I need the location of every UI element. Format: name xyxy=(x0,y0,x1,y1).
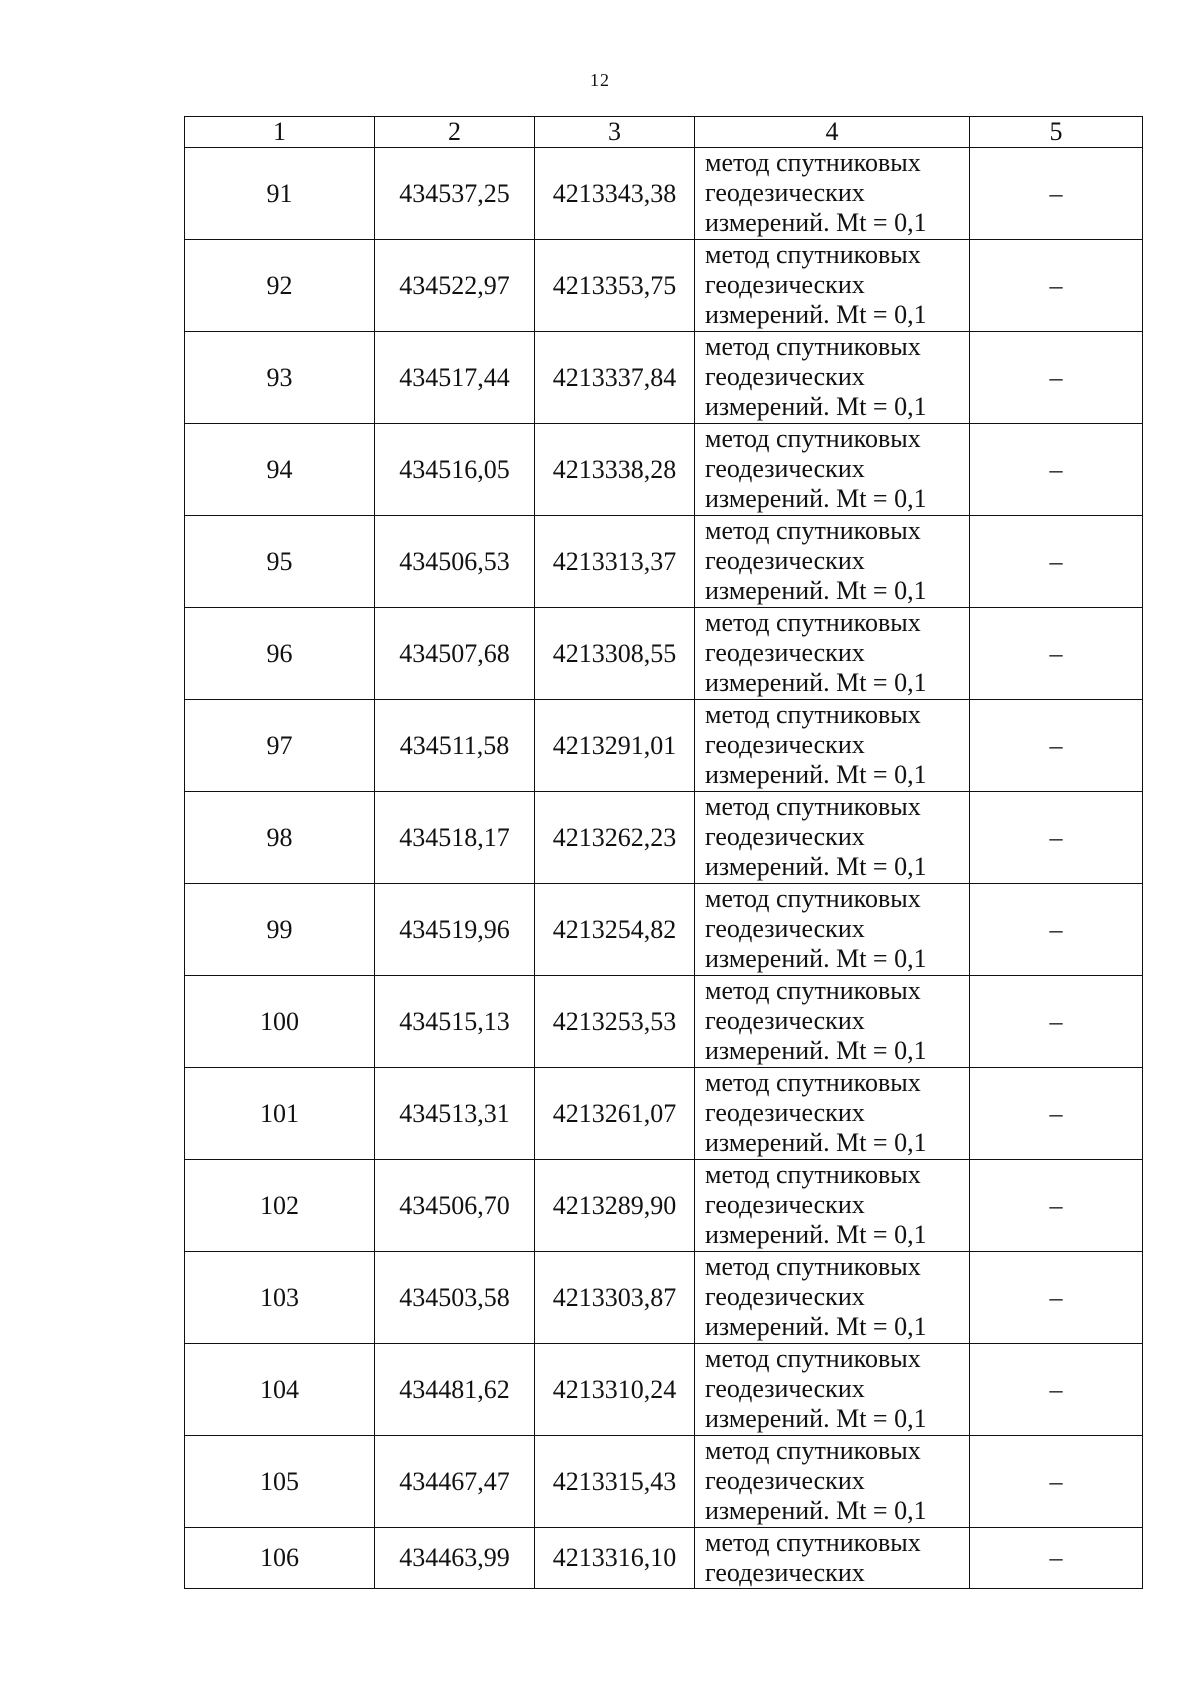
method-description-line: геодезических xyxy=(705,178,865,207)
y-coordinate-cell: 4213310,24 xyxy=(535,1344,695,1436)
method-description-line: измерений. Mt = 0,1 xyxy=(705,760,927,789)
method-description-line: метод спутниковых xyxy=(705,148,921,177)
table-row xyxy=(185,608,1143,700)
method-description-line: геодезических xyxy=(705,730,865,759)
method-description-cell xyxy=(695,240,970,332)
header-row xyxy=(185,117,1143,148)
note-cell: – xyxy=(970,1252,1143,1344)
method-description-line: геодезических xyxy=(705,914,865,943)
table-row xyxy=(185,700,1143,792)
method-description-line: геодезических xyxy=(705,638,865,667)
method-description-line: измерений. Mt = 0,1 xyxy=(705,300,927,329)
x-coordinate-cell: 434517,44 xyxy=(375,332,535,424)
column-header-2: 2 xyxy=(375,117,535,148)
method-description-line: измерений. Mt = 0,1 xyxy=(705,208,927,237)
note-cell: – xyxy=(970,424,1143,516)
y-coordinate-cell: 4213262,23 xyxy=(535,792,695,884)
x-coordinate-cell: 434506,53 xyxy=(375,516,535,608)
method-description-line: метод спутниковых xyxy=(705,1436,921,1465)
table-row xyxy=(185,1436,1143,1528)
y-coordinate-cell: 4213308,55 xyxy=(535,608,695,700)
column-header-4: 4 xyxy=(695,117,970,148)
table-row xyxy=(185,424,1143,516)
point-number-cell: 94 xyxy=(185,424,375,516)
y-coordinate-cell: 4213254,82 xyxy=(535,884,695,976)
point-number-cell: 99 xyxy=(185,884,375,976)
method-description-line: геодезических xyxy=(705,1098,865,1127)
table-row xyxy=(185,516,1143,608)
column-header-3: 3 xyxy=(535,117,695,148)
method-description-line: измерений. Mt = 0,1 xyxy=(705,484,927,513)
method-description-cell xyxy=(695,608,970,700)
method-description-line: метод спутниковых xyxy=(705,976,921,1005)
table-row xyxy=(185,148,1143,240)
note-cell: – xyxy=(970,700,1143,792)
method-description-line: измерений. Mt = 0,1 xyxy=(705,852,927,881)
y-coordinate-cell: 4213315,43 xyxy=(535,1436,695,1528)
note-cell: – xyxy=(970,1528,1143,1589)
point-number-cell: 102 xyxy=(185,1160,375,1252)
method-description-line: измерений. Mt = 0,1 xyxy=(705,944,927,973)
x-coordinate-cell: 434515,13 xyxy=(375,976,535,1068)
method-description-line: геодезических xyxy=(705,1282,865,1311)
method-description-line: метод спутниковых xyxy=(705,1252,921,1281)
method-description-line: измерений. Mt = 0,1 xyxy=(705,1220,927,1249)
y-coordinate-cell: 4213353,75 xyxy=(535,240,695,332)
y-coordinate-cell: 4213313,37 xyxy=(535,516,695,608)
method-description-cell xyxy=(695,792,970,884)
method-description-line: измерений. Mt = 0,1 xyxy=(705,1312,927,1341)
method-description-line: геодезических xyxy=(705,1558,865,1587)
method-description-line: метод спутниковых xyxy=(705,608,921,637)
y-coordinate-cell: 4213316,10 xyxy=(535,1528,695,1589)
point-number-cell: 105 xyxy=(185,1436,375,1528)
y-coordinate-cell: 4213291,01 xyxy=(535,700,695,792)
method-description-line: метод спутниковых xyxy=(705,516,921,545)
method-description-line: метод спутниковых xyxy=(705,1068,921,1097)
y-coordinate-cell: 4213261,07 xyxy=(535,1068,695,1160)
y-coordinate-cell: 4213343,38 xyxy=(535,148,695,240)
point-number-cell: 93 xyxy=(185,332,375,424)
point-number-cell: 103 xyxy=(185,1252,375,1344)
method-description-cell xyxy=(695,884,970,976)
method-description-cell xyxy=(695,1436,970,1528)
point-number-cell: 95 xyxy=(185,516,375,608)
method-description-line: геодезических xyxy=(705,270,865,299)
table-row xyxy=(185,1252,1143,1344)
x-coordinate-cell: 434518,17 xyxy=(375,792,535,884)
x-coordinate-cell: 434507,68 xyxy=(375,608,535,700)
page-number: 12 xyxy=(590,70,610,90)
method-description-cell xyxy=(695,424,970,516)
method-description-cell xyxy=(695,148,970,240)
y-coordinate-cell: 4213303,87 xyxy=(535,1252,695,1344)
x-coordinate-cell: 434522,97 xyxy=(375,240,535,332)
x-coordinate-cell: 434513,31 xyxy=(375,1068,535,1160)
y-coordinate-cell: 4213338,28 xyxy=(535,424,695,516)
table-header xyxy=(185,117,1143,148)
point-number-cell: 92 xyxy=(185,240,375,332)
note-cell: – xyxy=(970,884,1143,976)
x-coordinate-cell: 434519,96 xyxy=(375,884,535,976)
method-description-line: метод спутниковых xyxy=(705,1160,921,1189)
method-description-line: метод спутниковых xyxy=(705,1528,921,1557)
table-row xyxy=(185,976,1143,1068)
y-coordinate-cell: 4213253,53 xyxy=(535,976,695,1068)
point-number-cell: 98 xyxy=(185,792,375,884)
coordinates-table xyxy=(184,116,1143,1589)
x-coordinate-cell: 434516,05 xyxy=(375,424,535,516)
point-number-cell: 100 xyxy=(185,976,375,1068)
method-description-cell xyxy=(695,1252,970,1344)
y-coordinate-cell: 4213289,90 xyxy=(535,1160,695,1252)
method-description-line: геодезических xyxy=(705,454,865,483)
note-cell: – xyxy=(970,976,1143,1068)
method-description-line: метод спутниковых xyxy=(705,700,921,729)
method-description-line: измерений. Mt = 0,1 xyxy=(705,1128,927,1157)
note-cell: – xyxy=(970,1068,1143,1160)
method-description-cell xyxy=(695,700,970,792)
note-cell: – xyxy=(970,240,1143,332)
x-coordinate-cell: 434503,58 xyxy=(375,1252,535,1344)
y-coordinate-cell: 4213337,84 xyxy=(535,332,695,424)
method-description-line: геодезических xyxy=(705,546,865,575)
method-description-line: измерений. Mt = 0,1 xyxy=(705,576,927,605)
point-number-cell: 91 xyxy=(185,148,375,240)
method-description-line: геодезических xyxy=(705,1006,865,1035)
method-description-line: измерений. Mt = 0,1 xyxy=(705,1036,927,1065)
x-coordinate-cell: 434467,47 xyxy=(375,1436,535,1528)
method-description-line: метод спутниковых xyxy=(705,332,921,361)
method-description-cell xyxy=(695,516,970,608)
table-row xyxy=(185,884,1143,976)
x-coordinate-cell: 434481,62 xyxy=(375,1344,535,1436)
method-description-cell xyxy=(695,976,970,1068)
x-coordinate-cell: 434506,70 xyxy=(375,1160,535,1252)
table-row xyxy=(185,332,1143,424)
method-description-line: метод спутниковых xyxy=(705,884,921,913)
method-description-cell xyxy=(695,1528,970,1589)
note-cell: – xyxy=(970,792,1143,884)
x-coordinate-cell: 434537,25 xyxy=(375,148,535,240)
note-cell: – xyxy=(970,332,1143,424)
method-description-line: измерений. Mt = 0,1 xyxy=(705,1496,927,1525)
point-number-cell: 97 xyxy=(185,700,375,792)
point-number-cell: 96 xyxy=(185,608,375,700)
column-header-1: 1 xyxy=(185,117,375,148)
method-description-line: метод спутниковых xyxy=(705,240,921,269)
method-description-line: метод спутниковых xyxy=(705,424,921,453)
note-cell: – xyxy=(970,1344,1143,1436)
note-cell: – xyxy=(970,1160,1143,1252)
method-description-line: геодезических xyxy=(705,822,865,851)
method-description-line: измерений. Mt = 0,1 xyxy=(705,668,927,697)
method-description-line: измерений. Mt = 0,1 xyxy=(705,1404,927,1433)
method-description-line: измерений. Mt = 0,1 xyxy=(705,392,927,421)
x-coordinate-cell: 434511,58 xyxy=(375,700,535,792)
point-number-cell: 104 xyxy=(185,1344,375,1436)
method-description-line: метод спутниковых xyxy=(705,792,921,821)
method-description-line: геодезических xyxy=(705,1190,865,1219)
table-body xyxy=(185,148,1143,1589)
table-row xyxy=(185,1160,1143,1252)
table-row xyxy=(185,792,1143,884)
note-cell: – xyxy=(970,516,1143,608)
table-row xyxy=(185,1344,1143,1436)
x-coordinate-cell: 434463,99 xyxy=(375,1528,535,1589)
point-number-cell: 106 xyxy=(185,1528,375,1589)
method-description-cell xyxy=(695,1344,970,1436)
method-description-cell xyxy=(695,1068,970,1160)
method-description-cell xyxy=(695,332,970,424)
note-cell: – xyxy=(970,608,1143,700)
method-description-cell xyxy=(695,1160,970,1252)
method-description-line: геодезических xyxy=(705,1374,865,1403)
table-row xyxy=(185,1528,1143,1589)
note-cell: – xyxy=(970,1436,1143,1528)
method-description-line: геодезических xyxy=(705,1466,865,1495)
point-number-cell: 101 xyxy=(185,1068,375,1160)
table-row xyxy=(185,1068,1143,1160)
method-description-line: метод спутниковых xyxy=(705,1344,921,1373)
note-cell: – xyxy=(970,148,1143,240)
table-row xyxy=(185,240,1143,332)
column-header-5: 5 xyxy=(970,117,1143,148)
method-description-line: геодезических xyxy=(705,362,865,391)
